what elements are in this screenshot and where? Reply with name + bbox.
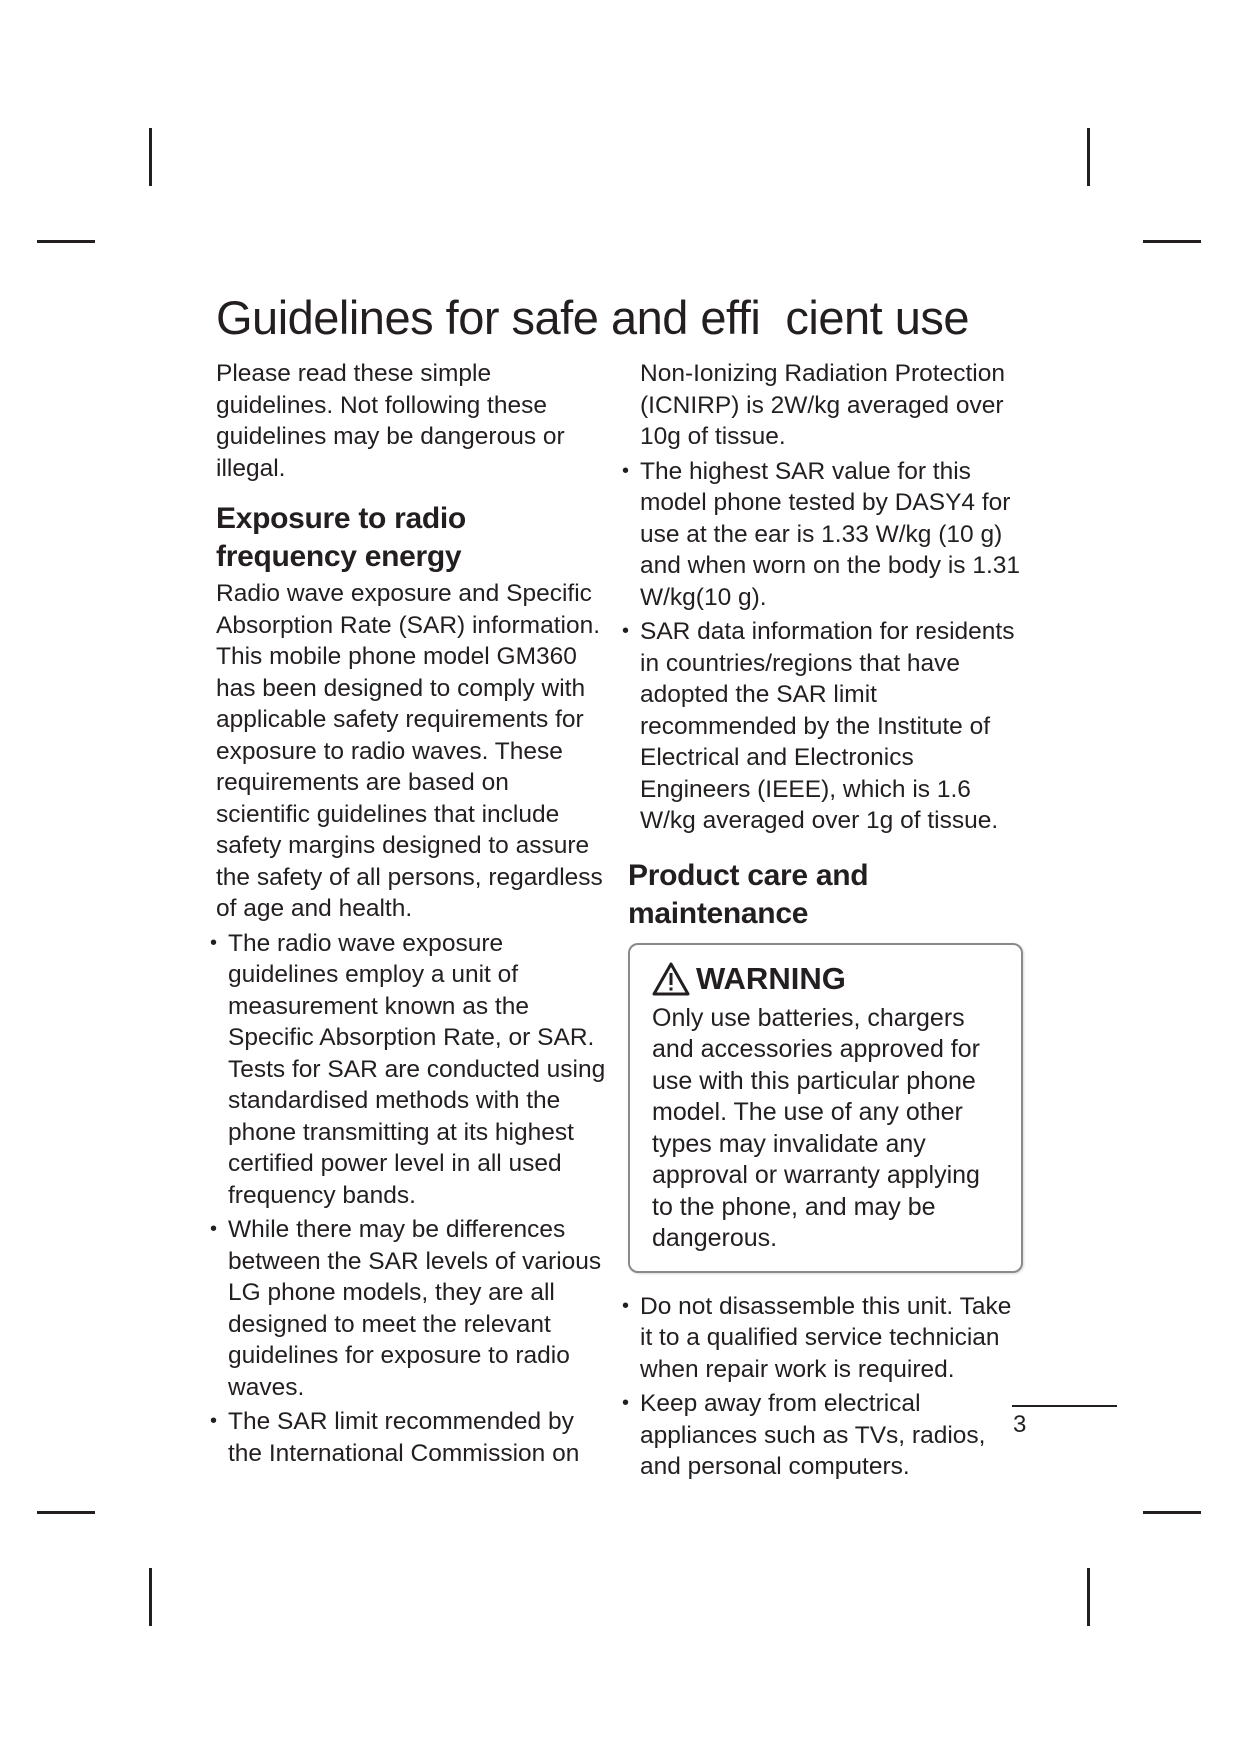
crop-mark bbox=[37, 240, 95, 243]
warning-triangle-icon bbox=[652, 962, 690, 996]
page-number: 3 bbox=[1013, 1411, 1027, 1438]
warning-box bbox=[628, 943, 1023, 1273]
list-item: • SAR data information for residents in countries/regions that have adopted the SAR limit recommended by the Institute of Electrical and Electronics Engineers (IEEE), which is 1.6 W/kg averaged over 1g of tissue. bbox=[628, 616, 1023, 837]
left-column bbox=[216, 358, 606, 1469]
section-heading-radio-exposure: Exposure to radio frequency energy bbox=[216, 502, 466, 573]
list-item: • Do not disassemble this unit. Take it to a qualified service technician when repair work is required. bbox=[628, 1291, 1023, 1386]
list-item: • Keep away from electrical appliances such as TVs, radios, and personal computers. bbox=[628, 1388, 1023, 1483]
list-item: • The highest SAR value for this model phone tested by DASY4 for use at the ear is 1.33 W/kg (10 g) and when worn on the body is 1.31 W/kg(10 g). bbox=[628, 456, 1023, 614]
care-bullet-list bbox=[628, 1291, 1023, 1483]
list-item: • While there may be differences between the SAR levels of various LG phone models, they are all designed to meet the relevant guidelines for exposure to radio waves. bbox=[216, 1214, 606, 1403]
crop-mark bbox=[1143, 240, 1201, 243]
crop-mark bbox=[149, 1568, 152, 1626]
crop-mark bbox=[149, 128, 152, 186]
list-item: • The radio wave exposure guidelines employ a unit of measurement known as the Specific Absorption Rate, or SAR. Tests for SAR are conducted using standardised methods with the phone transmitting at its highest certified power level in all used frequency bands. bbox=[216, 928, 606, 1212]
crop-mark bbox=[1087, 128, 1090, 186]
intro-paragraph: Please read these simple guidelines. Not following these guidelines may be dangerous or illegal. bbox=[216, 360, 565, 482]
right-column bbox=[628, 358, 1023, 1483]
list-item: • The SAR limit recommended by the International Commission on bbox=[216, 1406, 606, 1469]
crop-mark bbox=[1087, 1568, 1090, 1626]
crop-mark bbox=[37, 1511, 95, 1514]
page-number-rule bbox=[1012, 1405, 1117, 1407]
crop-mark bbox=[1143, 1511, 1201, 1514]
sar-bullet-list-continued bbox=[628, 456, 1023, 837]
warning-text: Only use batteries, chargers and accessories approved for use with this particular phone model. The use of any other types may invalidate any approval or warranty applying to the phone, and may be dangerous. bbox=[652, 1003, 980, 1252]
page-title: Guidelines for safe and effi cient use bbox=[216, 291, 969, 344]
sar-bullet-list bbox=[216, 928, 606, 1470]
warning-label: WARNING bbox=[696, 960, 846, 996]
radio-exposure-paragraph: Radio wave exposure and Specific Absorption Rate (SAR) information. This mobile phone model GM360 has been designed to comply with applicable safety requirements for exposure to radio waves. These requirements are based on scientific guidelines that include safety margins designed to assure the safety of all persons, regardless of age and health. bbox=[216, 580, 603, 922]
warning-header bbox=[652, 959, 1003, 999]
icnirp-continuation: Non-Ionizing Radiation Protection (ICNIRP) is 2W/kg averaged over 10g of tissue. bbox=[640, 360, 1005, 450]
section-heading-product-care: Product care and maintenance bbox=[628, 858, 869, 930]
